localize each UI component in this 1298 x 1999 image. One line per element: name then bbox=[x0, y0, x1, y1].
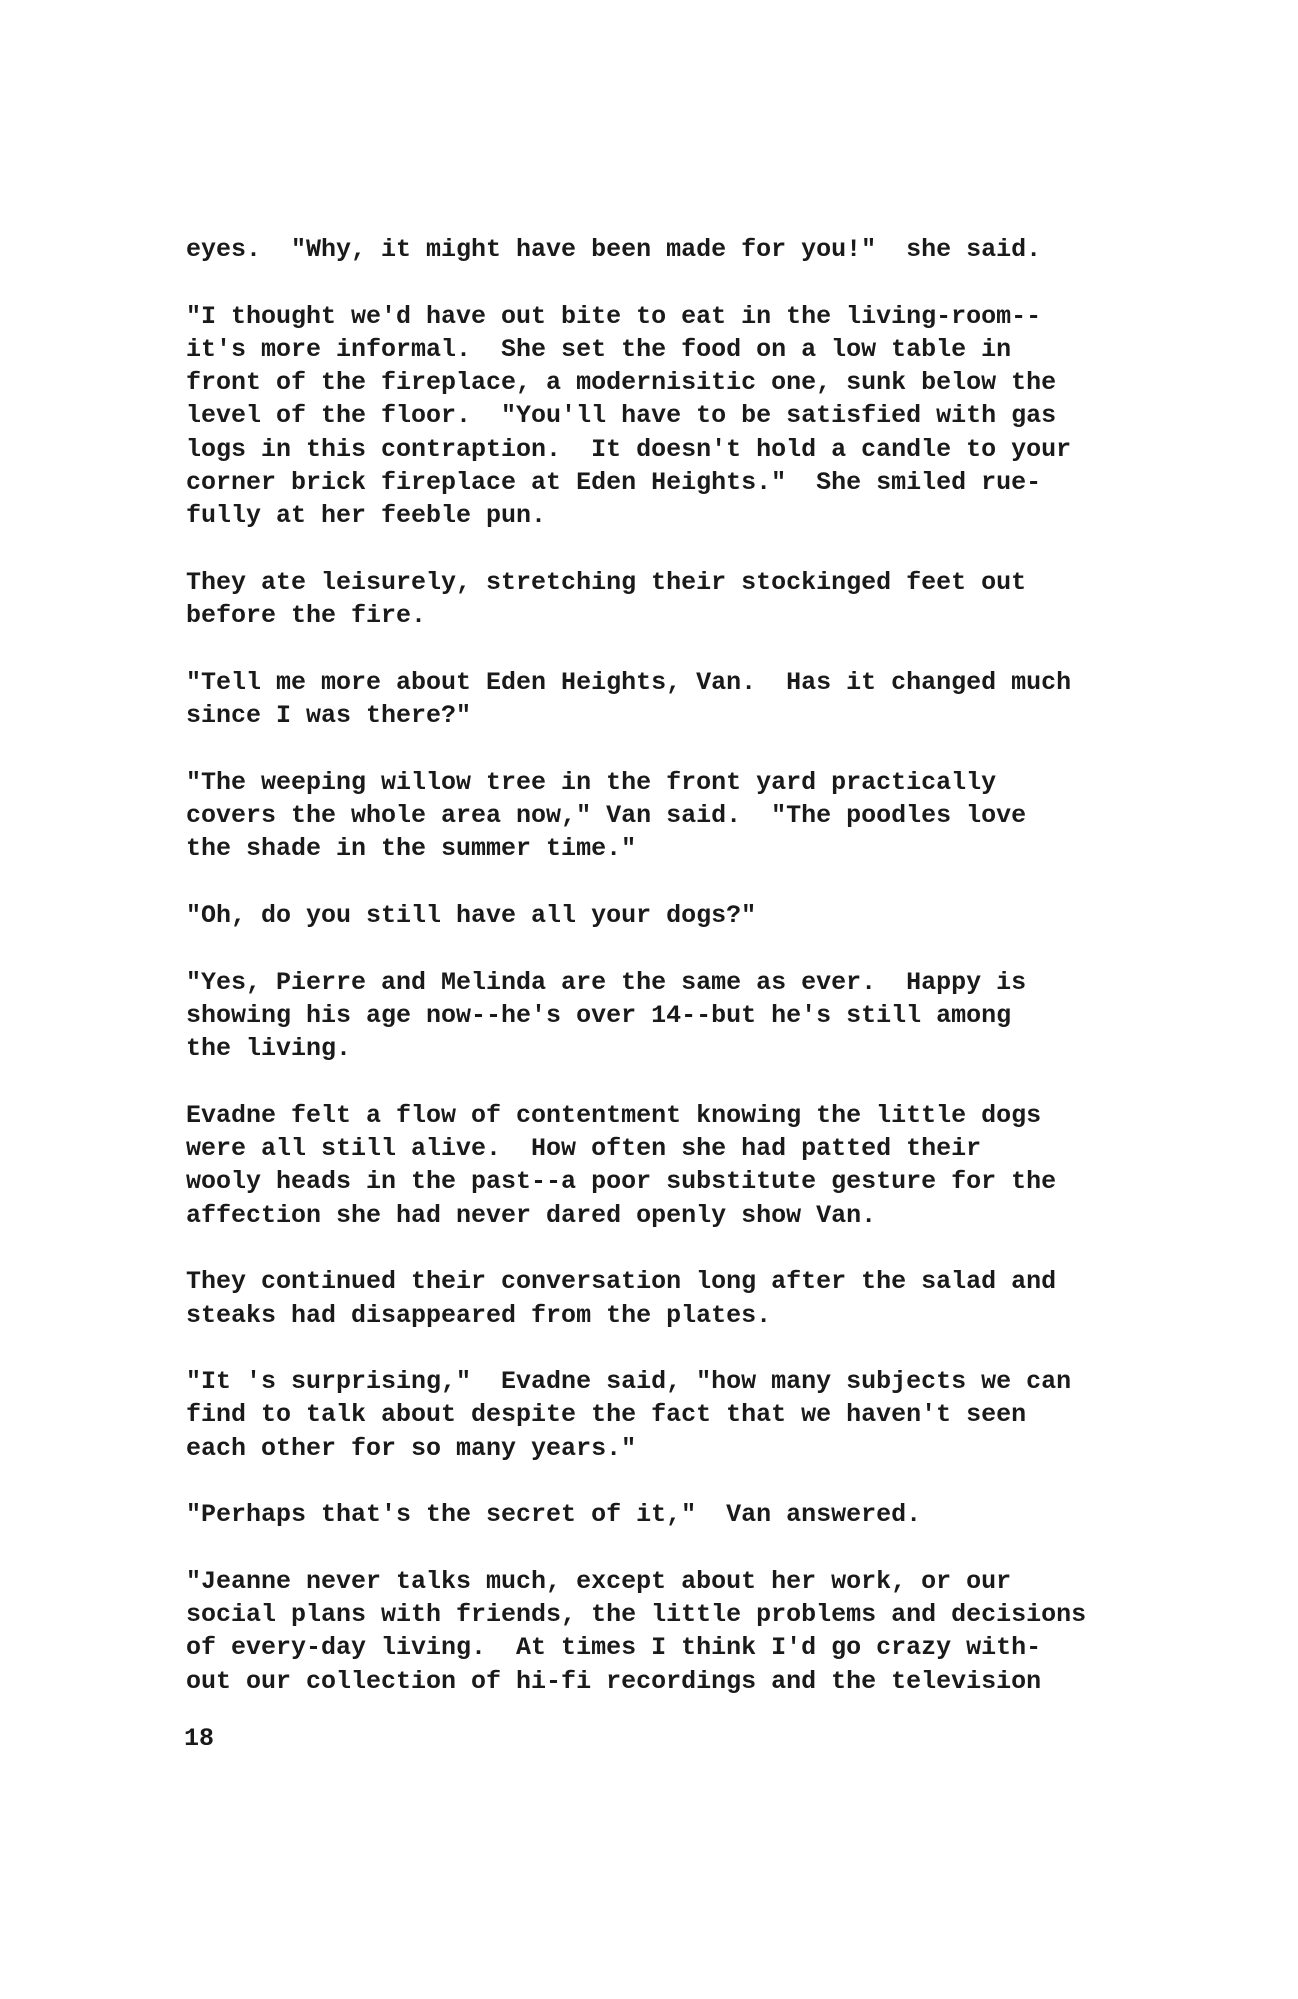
text-line: affection she had never dared openly show Van. bbox=[186, 1200, 877, 1230]
paragraph bbox=[186, 1265, 1186, 1332]
text-line: "Tell me more about Eden Heights, Van. Has it changed much bbox=[186, 667, 1072, 697]
text-line: corner brick fireplace at Eden Heights." She smiled rue- bbox=[186, 468, 1042, 498]
text-line: wooly heads in the past--a poor substitute gesture for the bbox=[186, 1167, 1057, 1197]
paragraph bbox=[186, 766, 1186, 866]
text-line: level of the floor. "You'll have to be satisfied with gas bbox=[186, 401, 1057, 431]
text-line: fully at her feeble pun. bbox=[186, 501, 547, 531]
text-line: They continued their conversation long after the salad and bbox=[186, 1267, 1057, 1297]
page-number: 18 bbox=[184, 1724, 215, 1753]
text-line: "It 's surprising," Evadne said, "how many subjects we can bbox=[186, 1367, 1072, 1397]
paragraph-spacer bbox=[186, 732, 1186, 765]
text-line: steaks had disappeared from the plates. bbox=[186, 1300, 772, 1330]
text-line: eyes. "Why, it might have been made for you!" she said. bbox=[186, 235, 1042, 264]
text-line: "The weeping willow tree in the front yard practically bbox=[186, 767, 997, 797]
text-line: before the fire. bbox=[186, 601, 427, 631]
paragraph-spacer bbox=[186, 1465, 1186, 1498]
text-line: social plans with friends, the little problems and decisions bbox=[186, 1600, 1087, 1630]
paragraph-spacer bbox=[186, 866, 1186, 899]
text-line: out our collection of hi-fi recordings and the television bbox=[186, 1666, 1042, 1696]
paragraph bbox=[186, 899, 1186, 932]
paragraph bbox=[186, 1498, 1186, 1531]
text-line: showing his age now--he's over 14--but he's still among bbox=[186, 1000, 1012, 1030]
paragraph bbox=[186, 566, 1186, 633]
paragraph bbox=[186, 233, 1186, 266]
paragraph-spacer bbox=[186, 533, 1186, 566]
paragraph-spacer bbox=[186, 932, 1186, 965]
paragraph bbox=[186, 1365, 1186, 1465]
text-line: "Oh, do you still have all your dogs?" bbox=[186, 900, 757, 930]
paragraph-spacer bbox=[186, 1532, 1186, 1565]
paragraph bbox=[186, 1099, 1186, 1232]
paragraph bbox=[186, 1565, 1186, 1698]
text-line: logs in this contraption. It doesn't hold a candle to your bbox=[186, 434, 1072, 464]
text-line: Evadne felt a flow of contentment knowing the little dogs bbox=[186, 1100, 1042, 1130]
paragraph-spacer bbox=[186, 633, 1186, 666]
text-line: find to talk about despite the fact that we haven't seen bbox=[186, 1400, 1027, 1430]
paragraph-spacer bbox=[186, 1332, 1186, 1365]
text-line: "Perhaps that's the secret of it," Van answered. bbox=[186, 1500, 922, 1530]
text-line: "Jeanne never talks much, except about her work, or our bbox=[186, 1566, 1012, 1596]
text-line: of every-day living. At times I think I'd go crazy with- bbox=[186, 1633, 1042, 1663]
paragraph bbox=[186, 666, 1186, 733]
text-line: They ate leisurely, stretching their stockinged feet out bbox=[186, 567, 1027, 597]
paragraph-spacer bbox=[186, 266, 1186, 299]
text-line: it's more informal. She set the food on a low table in bbox=[186, 334, 1012, 364]
paragraph-spacer bbox=[186, 1232, 1186, 1265]
text-line: were all still alive. How often she had patted their bbox=[186, 1134, 982, 1164]
paragraph bbox=[186, 300, 1186, 533]
text-line: "Yes, Pierre and Melinda are the same as ever. Happy is bbox=[186, 967, 1027, 997]
text-line: front of the fireplace, a modernisitic one, sunk below the bbox=[186, 368, 1057, 398]
paragraph-spacer bbox=[186, 1065, 1186, 1098]
paragraph bbox=[186, 966, 1186, 1066]
text-line: the living. bbox=[186, 1034, 352, 1064]
text-line: each other for so many years." bbox=[186, 1433, 637, 1463]
text-line: covers the whole area now," Van said. "The poodles love bbox=[186, 801, 1027, 831]
text-line: since I was there?" bbox=[186, 701, 472, 731]
text-line: "I thought we'd have out bite to eat in the living-room-- bbox=[186, 301, 1042, 331]
text-line: the shade in the summer time." bbox=[186, 834, 637, 864]
typewritten-page-body bbox=[186, 233, 1186, 1698]
